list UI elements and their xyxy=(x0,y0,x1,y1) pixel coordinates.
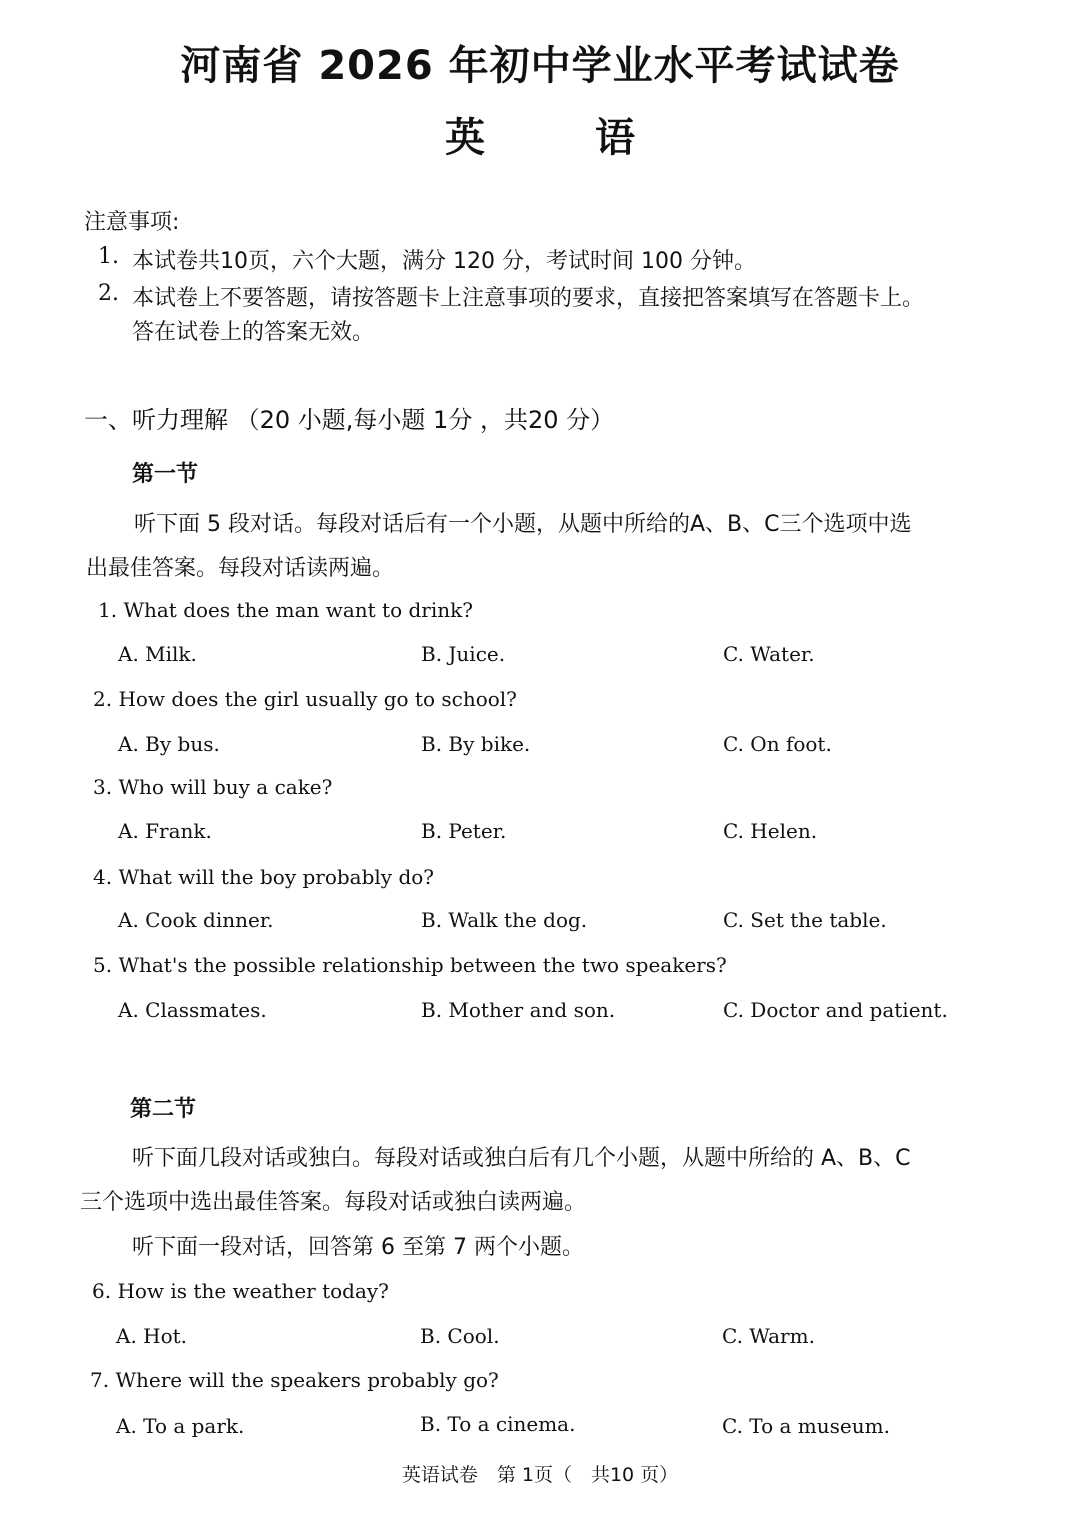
q5-option-b: B. Mother and son. xyxy=(421,998,616,1022)
notice-item-2-text-cont: 答在试卷上的答案无效。 xyxy=(132,320,375,345)
part2-title: 第二节 xyxy=(130,1097,197,1122)
q6-option-c: C. Warm. xyxy=(722,1324,815,1348)
q7-option-a: A. To a park. xyxy=(116,1414,245,1438)
question-2: 2. How does the girl usually go to school? xyxy=(93,687,517,711)
q6-option-b: B. Cool. xyxy=(420,1324,500,1348)
q3-option-c: C. Helen. xyxy=(723,819,818,843)
notice-item-1-text: 本试卷共10页，六个大题，满分 120 分，考试时间 100 分钟。 xyxy=(132,249,756,274)
part1-instruction-1: 听下面 5 段对话。每段对话后有一个小题，从题中所给的A、B、C三个选项中选 xyxy=(134,512,912,537)
q1-option-a: A. Milk. xyxy=(118,642,197,666)
part1-title: 第一节 xyxy=(132,462,199,487)
part1-instruction-2: 出最佳答案。每段对话读两遍。 xyxy=(86,556,395,581)
question-7: 7. Where will the speakers probably go? xyxy=(90,1368,499,1392)
question-3: 3. Who will buy a cake? xyxy=(93,775,333,799)
exam-title: 河南省 2026 年初中学业水平考试试卷 xyxy=(180,43,900,89)
subject-title: 英语 xyxy=(445,115,745,161)
q4-option-c: C. Set the table. xyxy=(723,908,887,932)
q2-option-b: B. By bike. xyxy=(421,732,531,756)
q3-option-b: B. Peter. xyxy=(421,819,507,843)
q4-option-a: A. Cook dinner. xyxy=(118,908,274,932)
notice-item-2-num: 2. xyxy=(98,281,119,306)
part2-instruction-1: 听下面几段对话或独白。每段对话或独白后有几个小题，从题中所给的 A、B、C xyxy=(132,1146,911,1171)
q2-option-a: A. By bus. xyxy=(118,732,220,756)
section-heading: 一、听力理解 （20 小题,每小题 1分 ，共20 分） xyxy=(84,406,615,434)
question-1: 1. What does the man want to drink? xyxy=(98,598,473,622)
q2-option-c: C. On foot. xyxy=(723,732,832,756)
notice-item-2-text: 本试卷上不要答题，请按答题卡上注意事项的要求，直接把答案填写在答题卡上。 xyxy=(132,286,925,311)
q1-option-c: C. Water. xyxy=(723,642,815,666)
q3-option-a: A. Frank. xyxy=(118,819,212,843)
part2-instruction-2: 三个选项中选出最佳答案。每段对话或独白读两遍。 xyxy=(80,1190,587,1215)
q7-option-c: C. To a museum. xyxy=(722,1414,890,1438)
q5-option-c: C. Doctor and patient. xyxy=(723,998,948,1022)
part2-sub-instruction: 听下面一段对话，回答第 6 至第 7 两个小题。 xyxy=(132,1235,584,1260)
page-footer: 英语试卷 第 1页（ 共10 页） xyxy=(401,1464,679,1486)
question-5: 5. What's the possible relationship between the two speakers? xyxy=(93,953,727,977)
q7-option-b: B. To a cinema. xyxy=(420,1412,576,1436)
q4-option-b: B. Walk the dog. xyxy=(421,908,588,932)
q6-option-a: A. Hot. xyxy=(116,1324,188,1348)
q1-option-b: B. Juice. xyxy=(421,642,506,666)
question-6: 6. How is the weather today? xyxy=(92,1279,389,1303)
q5-option-a: A. Classmates. xyxy=(118,998,267,1022)
notice-item-1-num: 1. xyxy=(98,244,119,269)
notice-heading: 注意事项: xyxy=(84,210,180,235)
question-4: 4. What will the boy probably do? xyxy=(93,865,435,889)
